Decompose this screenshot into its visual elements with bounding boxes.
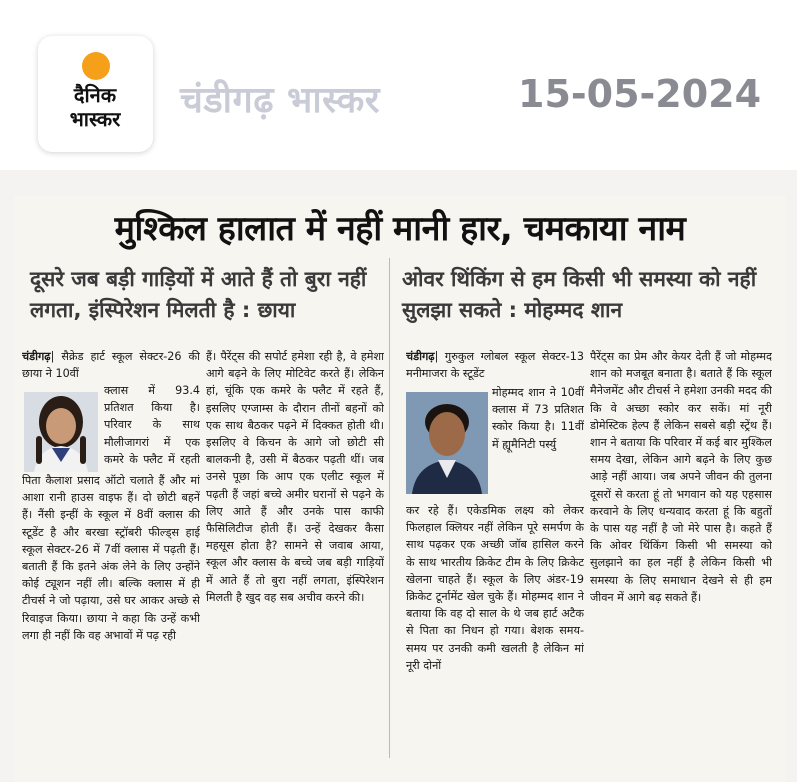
news-clipping[interactable]: [14, 196, 786, 782]
right-story-column-2: पैरेंट्स का प्रेम और केयर देती हैं जो मोहम्मद शान को मजबूत बनाता है। बताते हैं कि स्कूल मैनेजमेंट और टीचर्स ने हमेशा उनकी मदद की कि वे अच्छा स्कोर कर सकें। मां नूरी डोमेस्टिक हेल्प हैं लेकिन सबसे बड़ी स्ट्रेंथ हैं। शान ने बताया कि परिवार में कई बार मुश्किल समय देखा, लेकिन आगे बढ़ने के लिए कुछ आड़े नहीं आया। जब अपने जीवन की तुलना दूसरों से करता हूं तो भगवान को यह एहसास करवाने के लिए धन्यवाद करता हूं कि बहुतों के पास यह नहीं है जो मेरे पास है। कहते हैं कि ओवर थिंकिंग किसी भी समस्या को सुलझाने का हल नहीं है लेकिन किसी भी समस्या के लिए समाधान देखने से ही हम जीवन में आगे बढ़ सकते हैं।: [590, 350, 772, 604]
logo-text-top: दैनिक: [73, 83, 117, 107]
article-headline: मुश्किल हालात में नहीं मानी हार, चमकाया नाम: [114, 209, 686, 249]
edition-date: 15-05-2024: [518, 72, 762, 116]
left-story-subhead: दूसरे जब बड़ी गाड़ियों में आते हैं तो बुरा नहीं लगता, इंस्पिरेशन मिलती है : छाया: [30, 267, 367, 322]
edition-name: चंडीगढ़ भास्कर: [180, 80, 381, 121]
right-story-subhead: ओवर थिंकिंग से हम किसी भी समस्या को नहीं सुलझा सकते : मोहम्मद शान: [402, 267, 757, 322]
left-story-intro: चंडीगढ़| सैक्रेड हार्ट स्कूल सेक्टर-26 की छाया ने 10वीं: [22, 350, 200, 381]
left-story-column-1: पिता कैलाश प्रसाद ऑटो चलाते हैं और मां आशा रानी हाउस वाइफ हैं। दो छोटी बहनें हैं। नैंसी इन्हीं के स्कूल में 8वीं क्लास की स्टूडेंट है और बरखा स्ट्रॉबरी फील्ड्स हाई स्कूल सेक्टर-26 में 7वीं क्लास में पढ़ती हैं। बताती हैं कि इतने अंक लेने के लिए उन्होंने कोई ट्यूशन नहीं ली। बल्कि क्लास में ही टीचर्स ने जो पढ़ाया, उसे घर आकर अच्छे से रिवाइज किया। छाया ने कहा कि उन्हें कभी लगा ही नहीं कि वह अभावों में पढ़ रही: [22, 474, 200, 642]
right-intro-text: गुरुकुल ग्लोबल स्कूल सेक्टर-13 मनीमाजरा के स्टूडेंट: [406, 350, 584, 381]
right-story-intro: चंडीगढ़| गुरुकुल ग्लोबल स्कूल सेक्टर-13 मनीमाजरा के स्टूडेंट: [406, 350, 584, 381]
column-divider: [389, 258, 390, 758]
right-story-column-1: कर रहे हैं। एकेडमिक लक्ष्य को लेकर फिलहाल क्लियर नहीं लेकिन पूरे समर्पण के साथ पढ़कर एक अच्छी जॉब हासिल करने के साथ भारतीय क्रिकेट टीम के लिए क्रिकेट खेलना चाहते हैं। स्कूल के लिए अंडर-19 क्रिकेट टूर्नामेंट खेल चुके हैं। मोहम्मद शान ने बताया कि वह दो साल के थे जब हार्ट अटैक से पिता का निधन हो गया। बेशक समय-समय पर उनकी कमी खलती है लेकिन मां नूरी दोनों: [406, 504, 584, 672]
right-dateline: चंडीगढ़: [406, 350, 435, 363]
sun-icon: [82, 52, 110, 80]
student-photo-mohammad-shan: [406, 392, 488, 494]
left-story-column-2: हैं। पैरेंट्स की सपोर्ट हमेशा रही है, वे हमेशा आगे बढ़ने के लिए मोटिवेट करते हैं। लेकिन हां, चूंकि एक कमरे के फ्लैट में रहते हैं, इसलिए एग्जाम्स के दौरान तीनों बहनों को एक साथ बैठकर पढ़ने में दिक्कत होती थी। इसलिए वे किचन के आगे जो छोटी सी बालकनी है, उसी में बैठकर पढ़ती थीं। जब उनसे पूछा कि आप एक एलीट स्कूल में पढ़ती हैं जहां बच्चे अमीर घरानों से पढ़ने के लिए आते हैं और उनके पास काफी फैसिलिटीज होती हैं। उन्हें देखकर कैसा महसूस होता है? सामने से जवाब आया, स्कूल और क्लास के बच्चे जब बड़ी गाड़ियों में आते हैं तो बुरा नहीं लगता, इंस्पिरेशन मिलती है खुद वह सब अचीव करने की।: [206, 350, 384, 604]
left-dateline: चंडीगढ़: [22, 350, 51, 363]
app-header: [0, 0, 797, 170]
right-intro-continued: मोहम्मद शान ने 10वीं क्लास में 73 प्रतिशत स्कोर किया है। 11वीं में ह्यूमैनिटी पर्स्यु: [492, 386, 584, 451]
left-intro-continued: क्लास में 93.4 प्रतिशत किया है। परिवार के साथ मौलीजागरां में एक कमरे के फ्लैट में रहती: [104, 384, 200, 466]
student-photo-chhaya: [24, 392, 98, 472]
logo-text-bottom: भास्कर: [69, 107, 121, 131]
left-intro-text: सैक्रेड हार्ट स्कूल सेक्टर-26 की छाया ने 10वीं: [22, 350, 200, 381]
